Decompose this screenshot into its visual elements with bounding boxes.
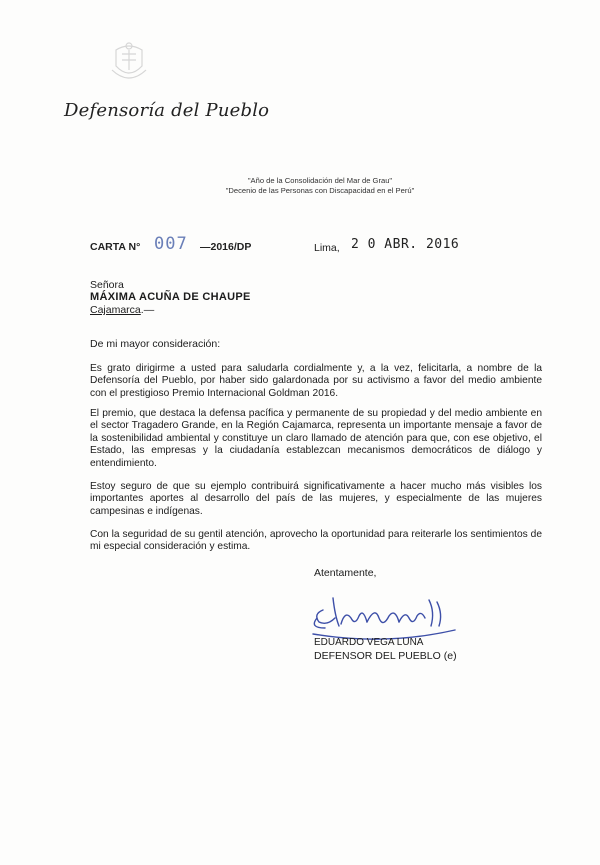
body-paragraph: Con la seguridad de su gentil atención, aprovecho la oportunidad para reiterarle los sentimientos de mi especial consideración y estima. — [90, 529, 542, 553]
letter-number: 007 — [154, 234, 188, 254]
institution-name: Defensoría del Pueblo — [64, 100, 270, 121]
signer-title: DEFENSOR DEL PUEBLO (e) — [314, 650, 457, 662]
year-motto-2: "Decenio de las Personas con Discapacidad en el Perú" — [225, 186, 415, 195]
addressee-city-suffix: .— — [140, 304, 155, 316]
addressee-name: MÁXIMA ACUÑA DE CHAUPE — [90, 291, 251, 303]
body-paragraph: Es grato dirigirme a usted para saludarla cordialmente y, a la vez, felicitarla, a nombre de la Defensoría del Pueblo, por haber sido galardonada por su activismo a favor del medio ambiente con el prestigioso Premio Internacional Goldman 2016. — [90, 363, 542, 399]
body-paragraph: El premio, que destaca la defensa pacífica y permanente de su propiedad y del medio ambiente en el sector Tragadero Grande, en la Región Cajamarca, representa un importante mensaje a favor de la sostenibilidad ambiental y constituye un claro llamado de atención para que, con ese objetivo, el Estado, las empresas y la ciudadanía establezcan mecanismos democráticos de diálogo y entendimiento. — [90, 408, 542, 469]
letter-date-stamp: 2 0 ABR. 2016 — [351, 237, 460, 252]
year-motto-1: "Año de la Consolidación del Mar de Grau" — [247, 176, 393, 185]
letter-number-suffix: —2016/DP — [200, 241, 252, 253]
letter-closing: Atentamente, — [314, 567, 377, 579]
letter-label: CARTA N° — [90, 241, 141, 253]
body-paragraph: Estoy seguro de que su ejemplo contribuirá significativamente a hacer mucho más visibles los importantes aportes al desarrollo del país de las mujeres, y especialmente de las mujeres campesinas e indígenas. — [90, 481, 542, 517]
letter-greeting: De mi mayor consideración: — [90, 338, 221, 350]
addressee-salutation: Señora — [90, 279, 124, 291]
addressee-city-name: Cajamarca — [90, 304, 141, 316]
coat-of-arms-icon — [108, 40, 150, 86]
addressee-city — [90, 304, 154, 316]
signer-name: EDUARDO VEGA LUNA — [314, 637, 424, 648]
year-mottos — [200, 176, 440, 196]
letter-place: Lima, — [314, 242, 340, 254]
